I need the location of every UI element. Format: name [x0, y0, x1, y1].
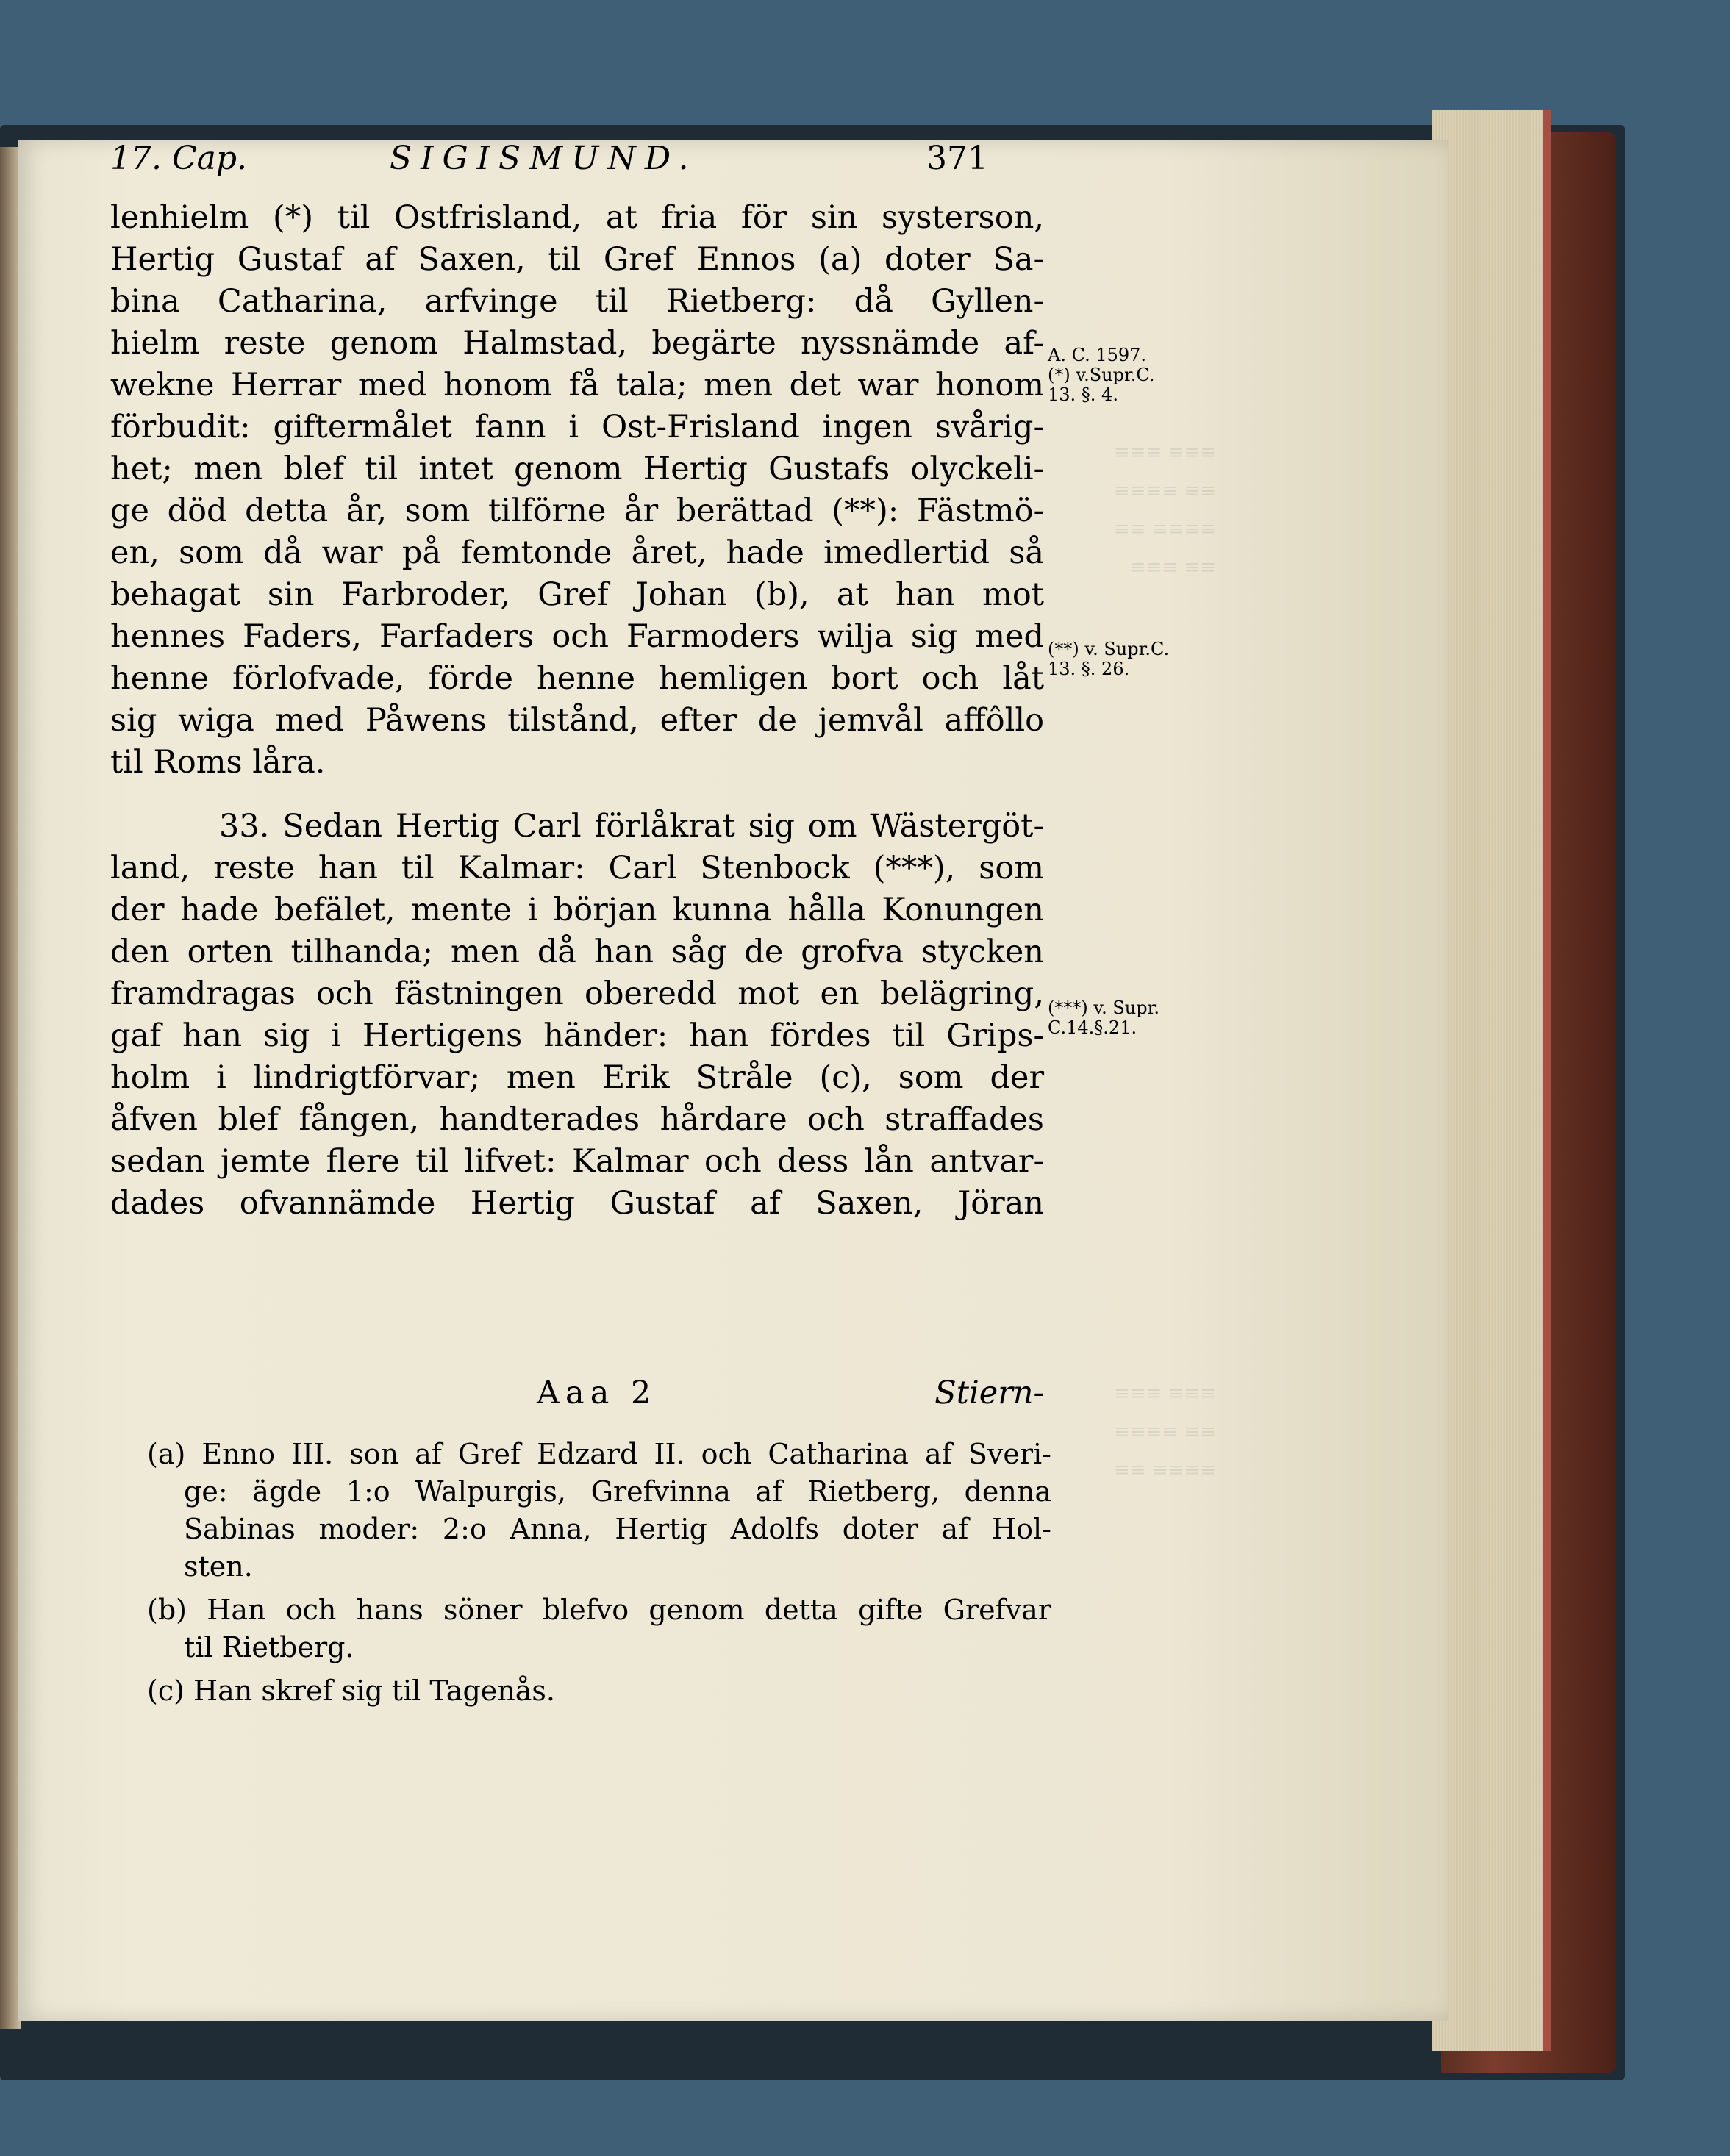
text-line: lenhielm (*) til Ostfrisland, at fria för sin systerson,	[110, 199, 1044, 236]
page-edges	[1432, 110, 1551, 2051]
text-line: til Roms låra.	[110, 744, 326, 781]
main-text	[110, 197, 1044, 1225]
text-line: gaf han sig i Hertigens händer: han fördes til Grips-	[110, 1017, 1044, 1054]
text-line: holm i lindrigtförvar; men Erik Stråle (c), som der	[110, 1059, 1044, 1096]
text-line: en, som då war på femtonde året, hade imedlertid så	[110, 534, 1044, 571]
text-line: åfven blef fången, handterades hårdare och straffades	[110, 1101, 1044, 1138]
text-line: sig wiga med Påwens tilstånd, efter de jemvål affôllo	[110, 702, 1044, 739]
margin-note-line: (*) v.Supr.C.	[1048, 365, 1155, 385]
footnote-line: til Rietberg.	[184, 1631, 354, 1663]
margin-note-line: 13. §. 4.	[1048, 384, 1118, 405]
text-line: hennes Faders, Farfaders och Farmoders wilja sig med	[110, 618, 1044, 655]
text-line: bina Catharina, arfvinge til Rietberg: då Gyllen-	[110, 283, 1044, 320]
text-line: förbudit: giftermålet fann i Ost-Frisland ingen svårig-	[110, 409, 1044, 445]
margin-note-1	[1048, 345, 1224, 405]
text-line: henne förlofvade, förde henne hemligen bort och låt	[110, 660, 1044, 697]
text-line: Hertig Gustaf af Saxen, til Gref Ennos (a) doter Sa-	[110, 241, 1044, 278]
text-line: framdragas och fästningen oberedd mot en belägring,	[110, 975, 1044, 1012]
footnote-line: (a) Enno III. son af Gref Edzard II. och Catharina af Sveri-	[147, 1438, 1051, 1470]
text-line: ge död detta år, som tilförne år berättad (**): Fästmö-	[110, 493, 1044, 529]
text-line: dades ofvannämde Hertig Gustaf af Saxen, Jöran	[110, 1185, 1044, 1222]
footnote-line: sten.	[184, 1550, 253, 1583]
footnote-line: ge: ägde 1:o Walpurgis, Grefvinna af Rietberg, denna	[184, 1475, 1051, 1508]
margin-note-line: (**) v. Supr.C.	[1048, 639, 1170, 659]
text-line: sedan jemte flere til lifvet: Kalmar och dess lån antvar-	[110, 1143, 1044, 1180]
text-line: het; men blef til intet genom Hertig Gustafs olyckeli-	[110, 451, 1044, 487]
footnote-line: Sabinas moder: 2:o Anna, Hertig Adolfs doter af Hol-	[184, 1513, 1051, 1545]
page-number: 371	[926, 140, 988, 177]
show-through-text: ≡≡≡ ≡≡≡ ≡≡≡≡ ≡≡ ≡≡ ≡≡≡≡ ≡≡≡ ≡≡	[1114, 442, 1216, 579]
show-through-text-2: ≡≡≡ ≡≡≡ ≡≡≡≡ ≡≡ ≡≡ ≡≡≡≡	[1114, 1383, 1216, 1481]
paragraph-33-start: 33. Sedan Hertig Carl förlåkrat sig om Wästergöt-	[219, 808, 1044, 845]
text-line: wekne Herrar med honom få tala; men det war honom	[110, 367, 1044, 404]
text-line: der hade befälet, mente i början kunna hålla Konungen	[110, 892, 1044, 928]
footnote-line: (c) Han skref sig til Tagenås.	[147, 1675, 555, 1707]
text-line: hielm reste genom Halmstad, begärte nyssnämde af-	[110, 325, 1044, 362]
margin-note-line: C.14.§.21.	[1048, 1017, 1137, 1038]
running-title: SIGISMUND.	[390, 140, 698, 177]
catchword: Stiern-	[934, 1375, 1044, 1411]
footnotes	[147, 1430, 1051, 1710]
margin-note-line: (***) v. Supr.	[1048, 998, 1160, 1018]
running-header	[110, 140, 1037, 191]
footnote-line: (b) Han och hans söner blefvo genom detta gifte Grefvar	[147, 1594, 1051, 1626]
text-line: land, reste han til Kalmar: Carl Stenbock (***), som	[110, 850, 1044, 887]
margin-note-line: 13. §. 26.	[1048, 659, 1130, 679]
chapter-label: 17. Cap.	[110, 140, 248, 177]
margin-note-3	[1048, 998, 1224, 1038]
signature-line	[110, 1372, 1044, 1414]
text-line: behagat sin Farbroder, Gref Johan (b), at han mot	[110, 576, 1044, 613]
signature-mark: Aaa 2	[537, 1375, 657, 1411]
margin-note-line: A. C. 1597.	[1048, 345, 1147, 365]
margin-note-2	[1048, 640, 1224, 679]
text-line: den orten tilhanda; men då han såg de grofva stycken	[110, 934, 1044, 970]
